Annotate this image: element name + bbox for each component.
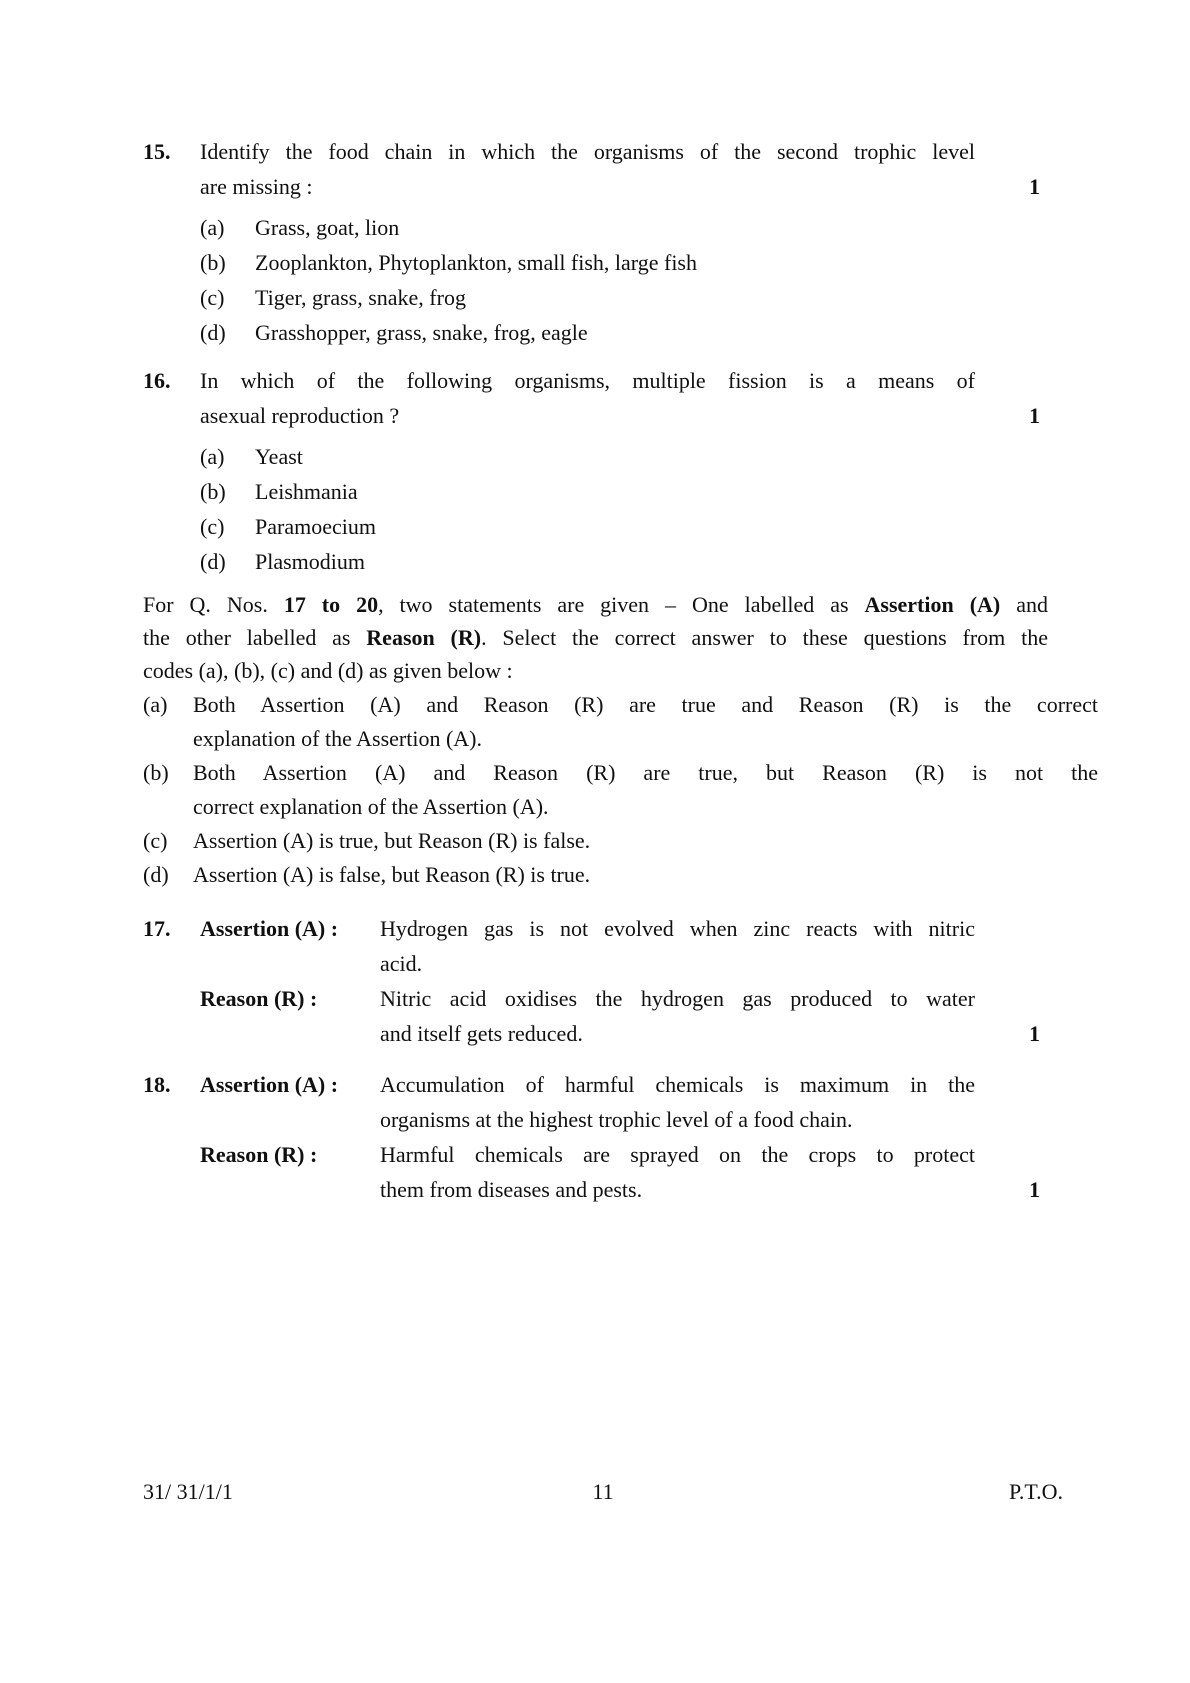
- question-15-row: [143, 134, 1048, 350]
- marks-value: 1: [1029, 403, 1040, 428]
- reason-line: and itself gets reduced.: [380, 1021, 583, 1046]
- reason-row: [200, 1137, 975, 1207]
- instruction-bold-range: 17 to 20: [283, 592, 379, 617]
- instruction-bold-reason: Reason (R): [366, 625, 482, 650]
- page-content: [143, 0, 1098, 1207]
- code-line: Both Assertion (A) and Reason (R) are true, but Reason (R) is not the: [193, 760, 1098, 785]
- option-letter: (d): [200, 549, 226, 574]
- assertion-reason-instructions: [143, 588, 1098, 892]
- option-text: Paramoecium: [255, 514, 376, 539]
- code-body: [193, 858, 973, 892]
- marks-value: 1: [1029, 1021, 1040, 1046]
- option-text: Tiger, grass, snake, frog: [255, 285, 466, 310]
- marks-value: 1: [1029, 1177, 1040, 1202]
- code-b: [143, 756, 1098, 824]
- question-number: 15.: [143, 139, 171, 164]
- question-body: [200, 134, 975, 350]
- reason-content: [380, 981, 975, 1051]
- option-b: [200, 245, 975, 280]
- instruction-bold-assertion: Assertion (A): [864, 592, 1001, 617]
- statement-line: asexual reproduction ?: [200, 403, 400, 428]
- option-text: Grass, goat, lion: [255, 215, 400, 240]
- option-letter: (d): [200, 320, 226, 345]
- code-line: Both Assertion (A) and Reason (R) are true and Reason (R) is the correct: [193, 692, 1098, 717]
- page-number: 11: [592, 1479, 614, 1504]
- code-d: [143, 858, 1048, 892]
- assertion-row: [200, 911, 975, 981]
- option-letter: (b): [200, 479, 226, 504]
- code-line: Assertion (A) is false, but Reason (R) is true.: [193, 862, 591, 887]
- assertion-row: [200, 1067, 975, 1137]
- question-statement: [200, 134, 975, 204]
- option-text: Leishmania: [255, 479, 358, 504]
- option-text: Zooplankton, Phytoplankton, small fish, large fish: [255, 250, 697, 275]
- assertion-line: acid.: [380, 951, 423, 976]
- instruction-text: For Q. Nos.: [143, 592, 284, 617]
- option-text: Yeast: [255, 444, 303, 469]
- instruction-text: . Select the correct answer to these questions from the: [481, 625, 1048, 650]
- code-body: [193, 824, 973, 858]
- question-body: [200, 1067, 975, 1207]
- code-body: [193, 688, 1098, 756]
- question-statement: [200, 363, 975, 433]
- instruction-text: the other labelled as: [143, 625, 367, 650]
- instruction-line: codes (a), (b), (c) and (d) as given below :: [143, 658, 513, 683]
- code-letter: (c): [143, 828, 168, 853]
- option-c: [200, 509, 975, 544]
- option-a: [200, 210, 975, 245]
- question-number: 16.: [143, 368, 171, 393]
- reason-line: Harmful chemicals are sprayed on the crops to protect: [380, 1142, 975, 1167]
- paper-code: 31/ 31/1/1: [143, 1479, 233, 1504]
- instruction-text: and: [1000, 592, 1048, 617]
- answer-codes-list: [143, 688, 1098, 892]
- question-17: [143, 911, 1048, 1051]
- code-letter: (b): [143, 760, 169, 785]
- statement-line: are missing :: [200, 174, 313, 199]
- question-body: [200, 911, 975, 1051]
- code-line: Assertion (A) is true, but Reason (R) is false.: [193, 828, 591, 853]
- option-c: [200, 280, 975, 315]
- reason-row: [200, 981, 975, 1051]
- question-15: [143, 134, 1048, 350]
- question-body: [200, 363, 975, 579]
- option-text: Plasmodium: [255, 549, 366, 574]
- question-16: [143, 363, 1048, 579]
- assertion-content: [380, 911, 975, 981]
- option-letter: (a): [200, 215, 225, 240]
- instruction-text: , two statements are given – One labelled as: [378, 592, 865, 617]
- code-c: [143, 824, 1048, 858]
- reason-line: them from diseases and pests.: [380, 1177, 643, 1202]
- question-number: 18.: [143, 1072, 171, 1097]
- page-footer: [143, 1478, 1063, 1506]
- option-a: [200, 439, 975, 474]
- assertion-line: Accumulation of harmful chemicals is maximum in the: [380, 1072, 975, 1097]
- question-number: 17.: [143, 916, 171, 941]
- assertion-label: Assertion (A) :: [200, 1072, 339, 1097]
- assertion-line: organisms at the highest trophic level of a food chain.: [380, 1107, 853, 1132]
- option-b: [200, 474, 975, 509]
- options-list: [200, 210, 975, 350]
- assertion-content: [380, 1067, 975, 1137]
- assertion-label: Assertion (A) :: [200, 916, 339, 941]
- option-text: Grasshopper, grass, snake, frog, eagle: [255, 320, 588, 345]
- marks-value: 1: [1029, 174, 1040, 199]
- code-line: correct explanation of the Assertion (A).: [193, 794, 549, 819]
- statement-line: Identify the food chain in which the organisms of the second trophic level: [200, 139, 975, 164]
- code-a: [143, 688, 1098, 756]
- assertion-line: Hydrogen gas is not evolved when zinc reacts with nitric: [380, 916, 975, 941]
- instruction-line: [143, 621, 1048, 654]
- reason-line: Nitric acid oxidises the hydrogen gas produced to water: [380, 986, 975, 1011]
- reason-content: [380, 1137, 975, 1207]
- option-letter: (c): [200, 514, 225, 539]
- pto-label: P.T.O.: [1009, 1479, 1064, 1504]
- code-letter: (d): [143, 862, 169, 887]
- question-17-row: [143, 911, 1048, 1051]
- question-16-row: [143, 363, 1048, 579]
- question-18-row: [143, 1067, 1048, 1207]
- question-18: [143, 1067, 1048, 1207]
- option-letter: (b): [200, 250, 226, 275]
- options-list: [200, 439, 975, 579]
- code-line: explanation of the Assertion (A).: [193, 726, 482, 751]
- option-d: [200, 544, 975, 579]
- option-d: [200, 315, 975, 350]
- reason-label: Reason (R) :: [200, 986, 318, 1011]
- reason-label: Reason (R) :: [200, 1142, 318, 1167]
- statement-line: In which of the following organisms, multiple fission is a means of: [200, 368, 975, 393]
- code-letter: (a): [143, 692, 168, 717]
- option-letter: (c): [200, 285, 225, 310]
- option-letter: (a): [200, 444, 225, 469]
- code-body: [193, 756, 1098, 824]
- instruction-line: [143, 588, 1048, 621]
